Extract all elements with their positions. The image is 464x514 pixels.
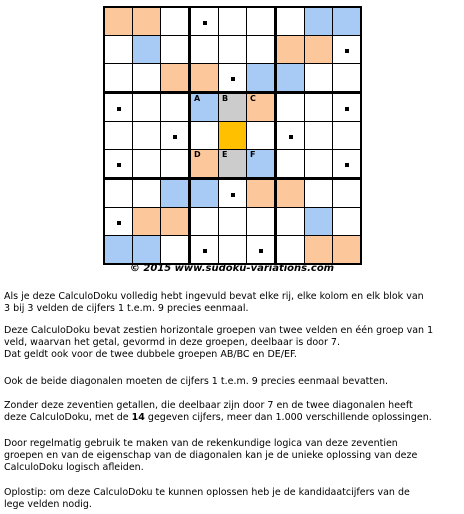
text-run: Als je deze CalculoDoku volledig hebt ingevuld bevat elke rij, elke kolom en elk blok van <box>4 291 424 302</box>
grid-cell[interactable] <box>219 208 247 236</box>
grid-cell[interactable] <box>161 208 190 236</box>
text-run: lege velden nodig. <box>4 499 92 510</box>
paragraph <box>4 325 460 361</box>
paragraph-line <box>4 450 460 462</box>
divisor-dot-marker <box>231 193 235 197</box>
grid-cell[interactable] <box>133 150 161 179</box>
grid-cell[interactable] <box>247 7 276 36</box>
text-run: 3 bij 3 velden de cijfers 1 t.e.m. 9 precies eenmaal. <box>4 303 249 314</box>
cell-group-label: F <box>250 150 256 159</box>
grid-cell[interactable] <box>190 36 219 64</box>
grid-cell[interactable] <box>305 93 333 122</box>
paragraph <box>4 376 460 388</box>
grid-cell[interactable] <box>190 179 219 208</box>
divisor-dot-marker <box>203 21 207 25</box>
paragraph-line <box>4 412 460 424</box>
grid-cell[interactable] <box>333 122 362 150</box>
sudoku-grid <box>103 6 362 265</box>
grid-cell[interactable] <box>305 150 333 179</box>
grid-cell[interactable] <box>276 7 305 36</box>
grid-row <box>104 236 361 265</box>
grid-cell[interactable] <box>190 150 219 179</box>
grid-cell[interactable] <box>161 36 190 64</box>
grid-cell[interactable] <box>333 7 362 36</box>
paragraph-line <box>4 376 460 388</box>
grid-cell[interactable] <box>305 236 333 265</box>
grid-cell[interactable] <box>219 36 247 64</box>
grid-cell[interactable] <box>305 179 333 208</box>
grid-cell[interactable] <box>161 93 190 122</box>
grid-cell[interactable] <box>190 64 219 93</box>
text-run: Deze CalculoDoku bevat zestien horizontale groepen van twee velden en één groep van 1 <box>4 325 434 336</box>
grid-cell[interactable] <box>276 93 305 122</box>
text-run: Oplostip: om deze CalculoDoku te kunnen oplossen heb je de kandidaatcijfers van de <box>4 487 410 498</box>
grid-cell[interactable] <box>219 93 247 122</box>
grid-cell[interactable] <box>133 208 161 236</box>
divisor-dot-marker <box>117 163 121 167</box>
grid-cell[interactable] <box>247 64 276 93</box>
grid-cell[interactable] <box>219 64 247 93</box>
grid-cell[interactable] <box>333 236 362 265</box>
text-run: Dat geldt ook voor de twee dubbele groepen AB/BC en DE/EF. <box>4 349 297 360</box>
paragraph-line <box>4 499 460 511</box>
divisor-dot-marker <box>203 249 207 253</box>
paragraph-line <box>4 349 460 361</box>
grid-cell[interactable] <box>161 150 190 179</box>
grid-cell[interactable] <box>276 208 305 236</box>
cell-group-label: A <box>194 94 201 103</box>
grid-cell[interactable] <box>104 179 133 208</box>
grid-cell[interactable] <box>104 150 133 179</box>
grid-cell[interactable] <box>276 122 305 150</box>
text-run: Ook de beide diagonalen moeten de cijfers 1 t.e.m. 9 precies eenmaal bevatten. <box>4 376 388 387</box>
divisor-dot-marker <box>231 77 235 81</box>
grid-cell[interactable] <box>305 208 333 236</box>
divisor-dot-marker <box>117 221 121 225</box>
grid-cell[interactable] <box>190 122 219 150</box>
grid-cell[interactable] <box>247 179 276 208</box>
grid-cell[interactable] <box>104 236 133 265</box>
cell-group-label: D <box>194 150 201 159</box>
paragraph <box>4 291 460 315</box>
cell-group-label: C <box>250 94 256 103</box>
grid-cell[interactable] <box>190 208 219 236</box>
grid-cell[interactable] <box>161 236 190 265</box>
cell-group-label: B <box>222 94 229 103</box>
grid-cell[interactable] <box>247 150 276 179</box>
grid-cell[interactable] <box>247 236 276 265</box>
grid-cell[interactable] <box>333 179 362 208</box>
text-run: Zonder deze zeventien getallen, die deelbaar zijn door 7 en de twee diagonalen heeft <box>4 400 413 411</box>
divisor-dot-marker <box>345 107 349 111</box>
paragraph-line <box>4 303 460 315</box>
text-run: groepen en van de eigenschap van de diagonalen kan je de unieke oplossing van deze <box>4 450 418 461</box>
grid-cell[interactable] <box>247 208 276 236</box>
paragraph-line <box>4 400 460 412</box>
grid-cell[interactable] <box>133 236 161 265</box>
grid-cell[interactable] <box>247 93 276 122</box>
grid-cell[interactable] <box>104 7 133 36</box>
grid-cell[interactable] <box>190 236 219 265</box>
grid-row <box>104 36 361 64</box>
grid-row <box>104 150 361 179</box>
grid-cell[interactable] <box>161 7 190 36</box>
copyright-notice: © 2015 www.sudoku-variations.com <box>129 263 335 274</box>
paragraph-line <box>4 438 460 450</box>
grid-row <box>104 122 361 150</box>
paragraph <box>4 400 460 424</box>
grid-cell[interactable] <box>161 122 190 150</box>
paragraph <box>4 487 460 511</box>
cell-group-label: E <box>222 150 228 159</box>
paragraph-line <box>4 337 460 349</box>
grid-cell[interactable] <box>104 208 133 236</box>
grid-cell[interactable] <box>333 93 362 122</box>
grid-cell[interactable] <box>305 122 333 150</box>
grid-cell[interactable] <box>276 179 305 208</box>
grid-cell[interactable] <box>247 122 276 150</box>
paragraph-line <box>4 291 460 303</box>
grid-cell[interactable] <box>333 64 362 93</box>
divisor-dot-marker <box>117 107 121 111</box>
paragraph-line <box>4 325 460 337</box>
grid-cell[interactable] <box>305 64 333 93</box>
text-run: veld, waarvan het getal, gevormd in deze groepen, deelbaar is door 7. <box>4 337 340 348</box>
grid-row <box>104 93 361 122</box>
grid-cell[interactable] <box>104 64 133 93</box>
grid-cell[interactable] <box>133 64 161 93</box>
text-run: Door regelmatig gebruik te maken van de rekenkundige logica van deze zeventien <box>4 438 398 449</box>
grid-cell[interactable] <box>133 122 161 150</box>
grid-cell[interactable] <box>333 36 362 64</box>
grid-cell[interactable] <box>276 64 305 93</box>
grid-cell[interactable] <box>219 122 247 150</box>
grid-cell[interactable] <box>276 236 305 265</box>
grid-cell[interactable] <box>190 7 219 36</box>
text-run: CalculoDoku logisch afleiden. <box>4 462 144 473</box>
divisor-dot-marker <box>289 135 293 139</box>
grid-cell[interactable] <box>219 236 247 265</box>
paragraph-line <box>4 487 460 499</box>
grid-cell[interactable] <box>333 208 362 236</box>
grid-cell[interactable] <box>190 93 219 122</box>
grid-cell[interactable] <box>219 7 247 36</box>
grid-cell[interactable] <box>276 36 305 64</box>
grid-row <box>104 208 361 236</box>
grid-cell[interactable] <box>219 150 247 179</box>
grid-cell[interactable] <box>305 36 333 64</box>
text-run: gegeven cijfers, meer dan 1.000 verschillende oplossingen. <box>144 412 432 423</box>
grid-cell[interactable] <box>247 36 276 64</box>
grid-cell[interactable] <box>161 64 190 93</box>
grid-row <box>104 7 361 36</box>
grid-cell[interactable] <box>133 179 161 208</box>
grid-cell[interactable] <box>133 36 161 64</box>
grid-cell[interactable] <box>161 179 190 208</box>
text-run: deze CalculoDoku, met de <box>4 412 132 423</box>
grid-row <box>104 64 361 93</box>
grid-cell[interactable] <box>133 7 161 36</box>
grid-cell[interactable] <box>133 93 161 122</box>
grid-cell[interactable] <box>104 122 133 150</box>
paragraph-line <box>4 462 460 474</box>
grid-cell[interactable] <box>104 36 133 64</box>
divisor-dot-marker <box>259 249 263 253</box>
given-count: 14 <box>131 412 145 423</box>
divisor-dot-marker <box>345 163 349 167</box>
grid-row <box>104 179 361 208</box>
divisor-dot-marker <box>345 49 349 53</box>
divisor-dot-marker <box>173 135 177 139</box>
paragraph <box>4 438 460 474</box>
grid-cell[interactable] <box>333 150 362 179</box>
grid-cell[interactable] <box>104 93 133 122</box>
grid-cell[interactable] <box>276 150 305 179</box>
grid-cell[interactable] <box>305 7 333 36</box>
grid-cell[interactable] <box>219 179 247 208</box>
